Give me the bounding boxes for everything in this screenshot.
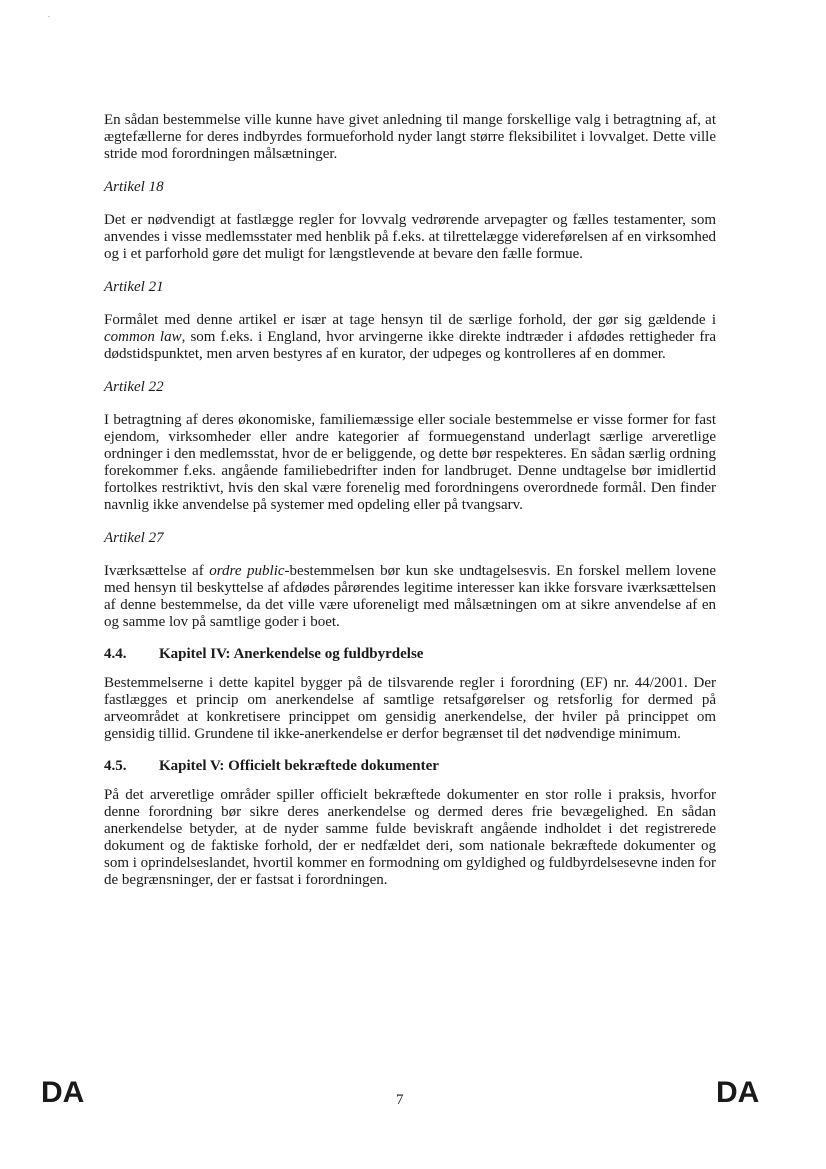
language-code-right: DA: [716, 1076, 760, 1109]
text-run: , som f.eks. i England, hvor arvingerne ikke direkte indtræder i afdødes rettigheder fra dødstidspunktet, men arven bestyres af en kurator, der udpeges og kontrolleres af en dommer.: [104, 329, 716, 362]
paragraph: I betragtning af deres økonomiske, familiemæssige eller sociale bestemmelse er visse former for fast ejendom, virksomheder eller andre kategorier af formuegenstand underlagt særlige arveretlige ordninger i den medlemsstat, hvor de er beliggende, og dette bør respekteres. En sådan særlig ordning forekommer f.eks. angående familiebedrifter inden for landbruget. Denne undtagelse bør imidlertid fortolkes restriktivt, hvis den skal være forenelig med forordningens overordnede formål. Den finder navnlig ikke anvendelse på systemer med opdeling eller på tvangsarv.: [104, 412, 716, 513]
section-title: Kapitel V: Officielt bekræftede dokumenter: [159, 758, 439, 774]
text-run: -bestemmelsen bør kun ske undtagelsesvis. En forskel mellem lovene med hensyn til beskyttelse af afdødes pårørendes legitime interesser kan ikke forsvare iværksættelsen af denne bestemmelse, da det ville være uforeneligt med målsætningen om at sikre anvendelse af en og samme lov på samtlige goder i boet.: [104, 563, 716, 630]
page-number: 7: [396, 1092, 404, 1108]
italic-term: ordre public: [209, 563, 285, 579]
section-number: 4.5.: [104, 758, 127, 774]
text-run: Formålet med denne artikel er især at tage hensyn til de særlige forhold, der gør sig gældende i: [104, 312, 716, 328]
article-heading: Artikel 18: [104, 179, 164, 195]
paragraph: En sådan bestemmelse ville kunne have givet anledning til mange forskellige valg i betragtning af, at ægtefællerne for deres indbyrdes formueforhold nyder langt større fleksibilitet i lovvalget. Dette ville stride mod forordningen målsætninger.: [104, 112, 716, 162]
language-code-left: DA: [41, 1076, 85, 1109]
section-heading: [104, 645, 716, 663]
text-run: Iværksættelse af: [104, 563, 210, 579]
article-heading: Artikel 27: [104, 530, 164, 546]
paragraph: Bestemmelserne i dette kapitel bygger på de tilsvarende regler i forordning (EF) nr. 44/2001. Der fastlægges et princip om anerkendelse af samtlige retsafgørelser og retsforlig for dermed på arveområdet at konkretisere princippet om gensidig anerkendelse, der hviler på princippet om gensidig tillid. Grundene til ikke-anerkendelse er derfor begrænset til det nødvendige minimum.: [104, 675, 716, 742]
article-heading: Artikel 21: [104, 279, 164, 295]
italic-term: common law: [104, 329, 182, 345]
article-heading: Artikel 22: [104, 379, 164, 395]
paragraph: [104, 563, 716, 631]
section-title: Kapitel IV: Anerkendelse og fuldbyrdelse: [159, 646, 424, 662]
paragraph: [104, 312, 716, 363]
scan-mark: [48, 16, 50, 17]
section-number: 4.4.: [104, 646, 127, 662]
section-heading: [104, 757, 716, 775]
paragraph: Det er nødvendigt at fastlægge regler for lovvalg vedrørende arvepagter og fælles testamenter, som anvendes i visse medlemsstater med henblik på f.eks. at tilrettelægge videreførelsen af en virksomhed og i et parforhold gøre det muligt for længstlevende at bevare den fælle formue.: [104, 212, 716, 262]
document-body: [104, 112, 716, 901]
paragraph: På det arveretlige områder spiller officielt bekræftede dokumenter en stor rolle i praksis, hvorfor denne forordning bør sikre deres anerkendelse og dermed deres frie bevægelighed. En sådan anerkendelse betyder, at de nyder samme fulde beviskraft angående indholdet i det registrerede dokument og de faktiske forhold, der er nedfældet deri, som nationale bekræftede dokumenter og som i oprindelseslandet, hvortil kommer en formodning om gyldighed og fuldbyrdelsesevne inden for de begrænsninger, der er fastsat i forordningen.: [104, 787, 716, 888]
